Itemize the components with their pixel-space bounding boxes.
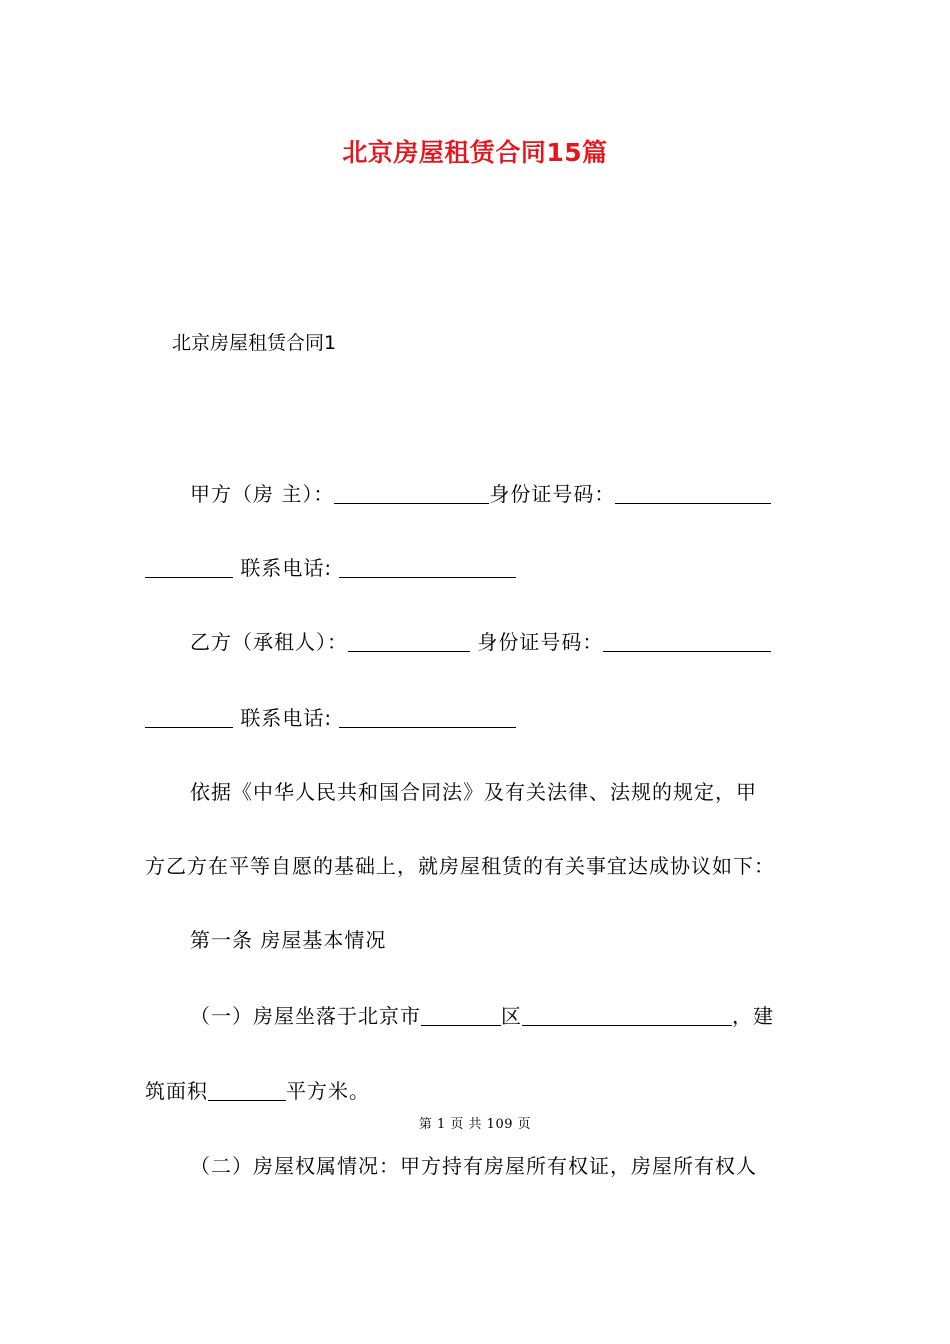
party-b-phone-line: [145, 702, 516, 731]
item-1-suffix: ，建: [732, 1004, 774, 1028]
party-b-label: 乙方（承租人）：: [190, 630, 348, 654]
article-1-item-2: （二）房屋权属情况：甲方持有房屋所有权证，房屋所有权人: [190, 1154, 757, 1178]
item-1-prefix: （一）房屋坐落于北京市: [190, 1004, 421, 1028]
article-1-heading: 第一条 房屋基本情况: [190, 928, 387, 952]
area-blank: [208, 1080, 286, 1101]
party-b-id-label: 身份证号码：: [477, 630, 604, 654]
party-b-line: [190, 626, 771, 655]
district-blank: [421, 1005, 501, 1026]
basis-line-1: 依据《中华人民共和国合同法》及有关法律、法规的规定，甲: [190, 780, 757, 804]
party-b-id-blank-cont: [145, 707, 233, 728]
basis-line-2: 方乙方在平等自愿的基础上，就房屋租赁的有关事宜达成协议如下：: [145, 854, 775, 878]
party-a-label: 甲方（房 主）：: [190, 482, 335, 506]
document-title: 北京房屋租赁合同15篇: [342, 138, 608, 167]
address-blank: [522, 1005, 732, 1026]
party-a-phone-label: 联系电话:: [240, 556, 333, 580]
party-a-line: [190, 478, 771, 507]
article-1-item-1-line-2: [145, 1075, 370, 1104]
party-a-id-blank-cont: [145, 557, 233, 578]
party-b-phone-label: 联系电话:: [240, 706, 333, 730]
party-b-name-blank: [348, 631, 470, 652]
party-a-phone-blank: [339, 557, 516, 578]
section-title: 北京房屋租赁合同1: [172, 332, 337, 354]
party-a-phone-line: [145, 552, 516, 581]
party-a-id-blank: [615, 483, 771, 504]
party-a-name-blank: [334, 483, 489, 504]
party-b-id-blank: [603, 631, 771, 652]
item-1-mid: 区: [501, 1004, 522, 1028]
party-a-id-label: 身份证号码：: [489, 482, 616, 506]
item-1-line2-prefix: 筑面积: [145, 1079, 208, 1103]
party-b-phone-blank: [339, 707, 516, 728]
article-1-item-1: [190, 1000, 774, 1029]
item-1-line2-suffix: 平方米。: [286, 1079, 370, 1103]
page-footer: 第 1 页 共 109 页: [418, 1117, 532, 1132]
